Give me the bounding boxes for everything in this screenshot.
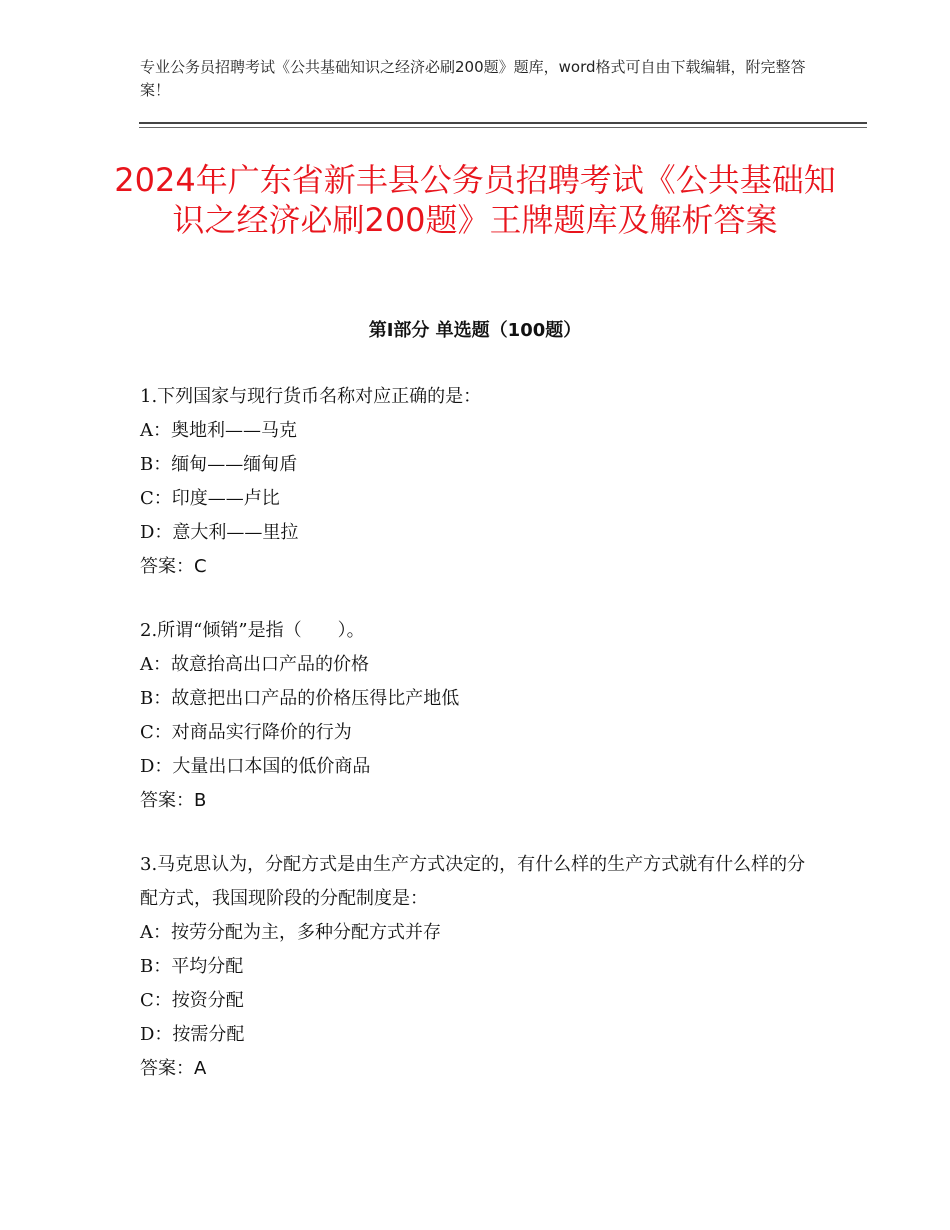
header-rule-thin	[139, 127, 867, 128]
section-title: 第Ⅰ部分 单选题（100题）	[368, 320, 582, 341]
header-rule-thick	[139, 122, 867, 124]
answer: 答案：A	[140, 1058, 207, 1079]
option-c: C：对商品实行降价的行为	[140, 722, 352, 743]
page-title: 2024年广东省新丰县公务员招聘考试《公共基础知识之经济必刷200题》王牌题库及解析答案	[114, 161, 836, 239]
question-1	[140, 380, 820, 584]
answer: 答案：B	[140, 790, 207, 811]
option-d: D：意大利——里拉	[140, 522, 299, 543]
option-b: B：平均分配	[140, 956, 244, 977]
option-c: C：印度——卢比	[140, 488, 280, 509]
answer: 答案：C	[140, 556, 207, 577]
option-d: D：按需分配	[140, 1024, 245, 1045]
option-a: A：按劳分配为主，多种分配方式并存	[140, 922, 441, 943]
question-text: 1.下列国家与现行货币名称对应正确的是：	[140, 386, 482, 407]
header-note: 专业公务员招聘考试《公共基础知识之经济必刷200题》题库，word格式可自由下载编辑，附完整答案！	[140, 58, 806, 99]
question-list	[140, 380, 820, 1116]
option-a: A：故意抬高出口产品的价格	[140, 654, 369, 675]
option-d: D：大量出口本国的低价商品	[140, 756, 371, 777]
question-text: 2.所谓“倾销”是指（ ）。	[140, 620, 365, 641]
option-a: A：奥地利——马克	[140, 420, 297, 441]
option-b: B：故意把出口产品的价格压得比产地低	[140, 688, 460, 709]
option-c: C：按资分配	[140, 990, 244, 1011]
question-3	[140, 848, 820, 1086]
question-2	[140, 614, 820, 818]
question-text: 3.马克思认为，分配方式是由生产方式决定的，有什么样的生产方式就有什么样的分配方式，我国现阶段的分配制度是：	[140, 854, 806, 909]
option-b: B：缅甸——缅甸盾	[140, 454, 298, 475]
